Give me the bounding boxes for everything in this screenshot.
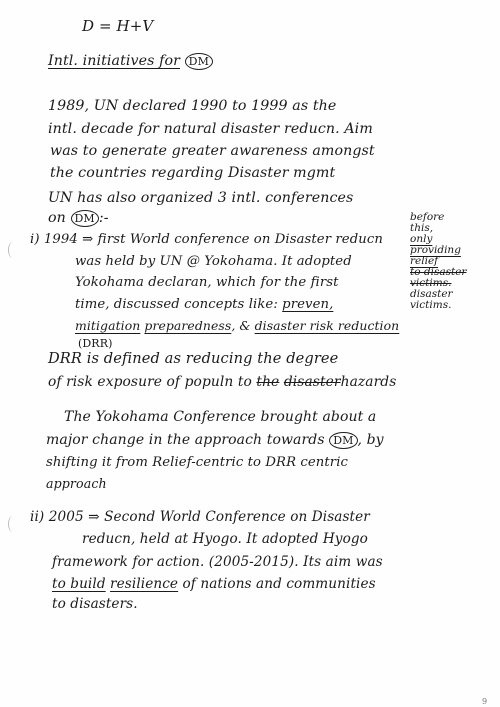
item2-marker: ii) 2005 (30, 509, 84, 525)
margin-note-line: before (410, 211, 445, 223)
section-heading (48, 53, 213, 70)
para1-line3: was to generate greater awareness amongst (50, 143, 375, 159)
item1-amp: , & (231, 318, 251, 333)
item1-arrow: ⇒ (82, 232, 94, 247)
heading-text: Intl. initiatives for (48, 53, 181, 69)
para1-line4: the countries regarding Disaster mgmt (50, 165, 336, 181)
margin-note-line: victims. (410, 277, 452, 289)
para2-on: on (48, 210, 66, 226)
item2-line5: to disasters. (52, 596, 138, 612)
item1-line3: Yokohama declaran, which for the first (75, 275, 339, 290)
item2-line4 (52, 576, 376, 592)
item1-preparedness: preparedness (144, 318, 232, 333)
margin-note (410, 212, 466, 311)
item1-line4 (75, 297, 333, 312)
item2-line1 (30, 509, 370, 525)
margin-note-line: victims. (410, 299, 452, 311)
drr-def-line1: DRR is defined as reducing the degree (48, 350, 339, 367)
item1-text: first World conference on Disaster reducn (97, 232, 383, 247)
margin-note-line: only (410, 233, 433, 245)
punch-hole-top (8, 242, 17, 258)
drr-def-line2 (48, 374, 396, 390)
drr-def-strike-the: the (256, 374, 280, 390)
item1-line1 (30, 232, 383, 247)
heading-circled-dm: DM (185, 53, 213, 70)
item1-line2: was held by UN @ Yokohama. It adopted (75, 254, 352, 269)
formula: D = H+V (82, 17, 154, 35)
yokohama-line2 (46, 432, 384, 449)
yokohama-by: , by (357, 432, 384, 448)
item1-line5 (75, 318, 399, 333)
drr-def-text: of risk exposure of populn to (48, 374, 252, 390)
drr-def-strike-disaster: disaster (283, 374, 341, 390)
drr-def-hazards: hazards (340, 374, 397, 390)
item1-line4-text: time, discussed concepts like: (75, 297, 278, 312)
item2-resilience: resilience (110, 576, 179, 592)
yokohama-line3: shifting it from Relief-centric to DRR centric (46, 455, 349, 470)
item1-marker: i) 1994 (30, 232, 78, 247)
para2-circled-dm: DM (71, 210, 99, 227)
item2-line3: framework for action. (2005-2015). Its aim was (52, 554, 383, 570)
punch-hole-bottom (8, 516, 17, 532)
item2-text: Second World Conference on Disaster (104, 509, 370, 525)
yokohama-line2-text: major change in the approach towards (46, 432, 325, 448)
item1-prevention: preven, (282, 297, 334, 312)
para1-line2: intl. decade for natural disaster reducn. Aim (48, 121, 373, 137)
para2-colon: :- (98, 210, 109, 226)
margin-note-line: to disaster (410, 266, 467, 278)
para1-line1: 1989, UN declared 1990 to 1999 as the (48, 98, 337, 114)
margin-note-line: providing (410, 244, 461, 256)
yokohama-line4: approach (46, 476, 107, 491)
para2-line2 (48, 210, 109, 227)
margin-note-line: disaster (410, 288, 453, 300)
margin-note-line: this, (410, 222, 434, 234)
yokohama-line1: The Yokohama Conference brought about a (64, 409, 377, 425)
yokohama-circled-dm: DM (329, 432, 357, 449)
item2-to-build: to build (52, 576, 106, 592)
item2-line2: reducn, held at Hyogo. It adopted Hyogo (82, 531, 368, 547)
item2-arrow: ⇒ (88, 509, 100, 525)
item1-line6: (DRR) (78, 337, 113, 350)
margin-note-line: relief (410, 255, 439, 267)
para2-line1: UN has also organized 3 intl. conferences (48, 190, 354, 206)
page-number: 9 (482, 697, 488, 706)
item2-line4-text: of nations and communities (182, 576, 376, 592)
item1-mitigation: mitigation (75, 318, 141, 333)
item1-drr: disaster risk reduction (254, 318, 400, 333)
